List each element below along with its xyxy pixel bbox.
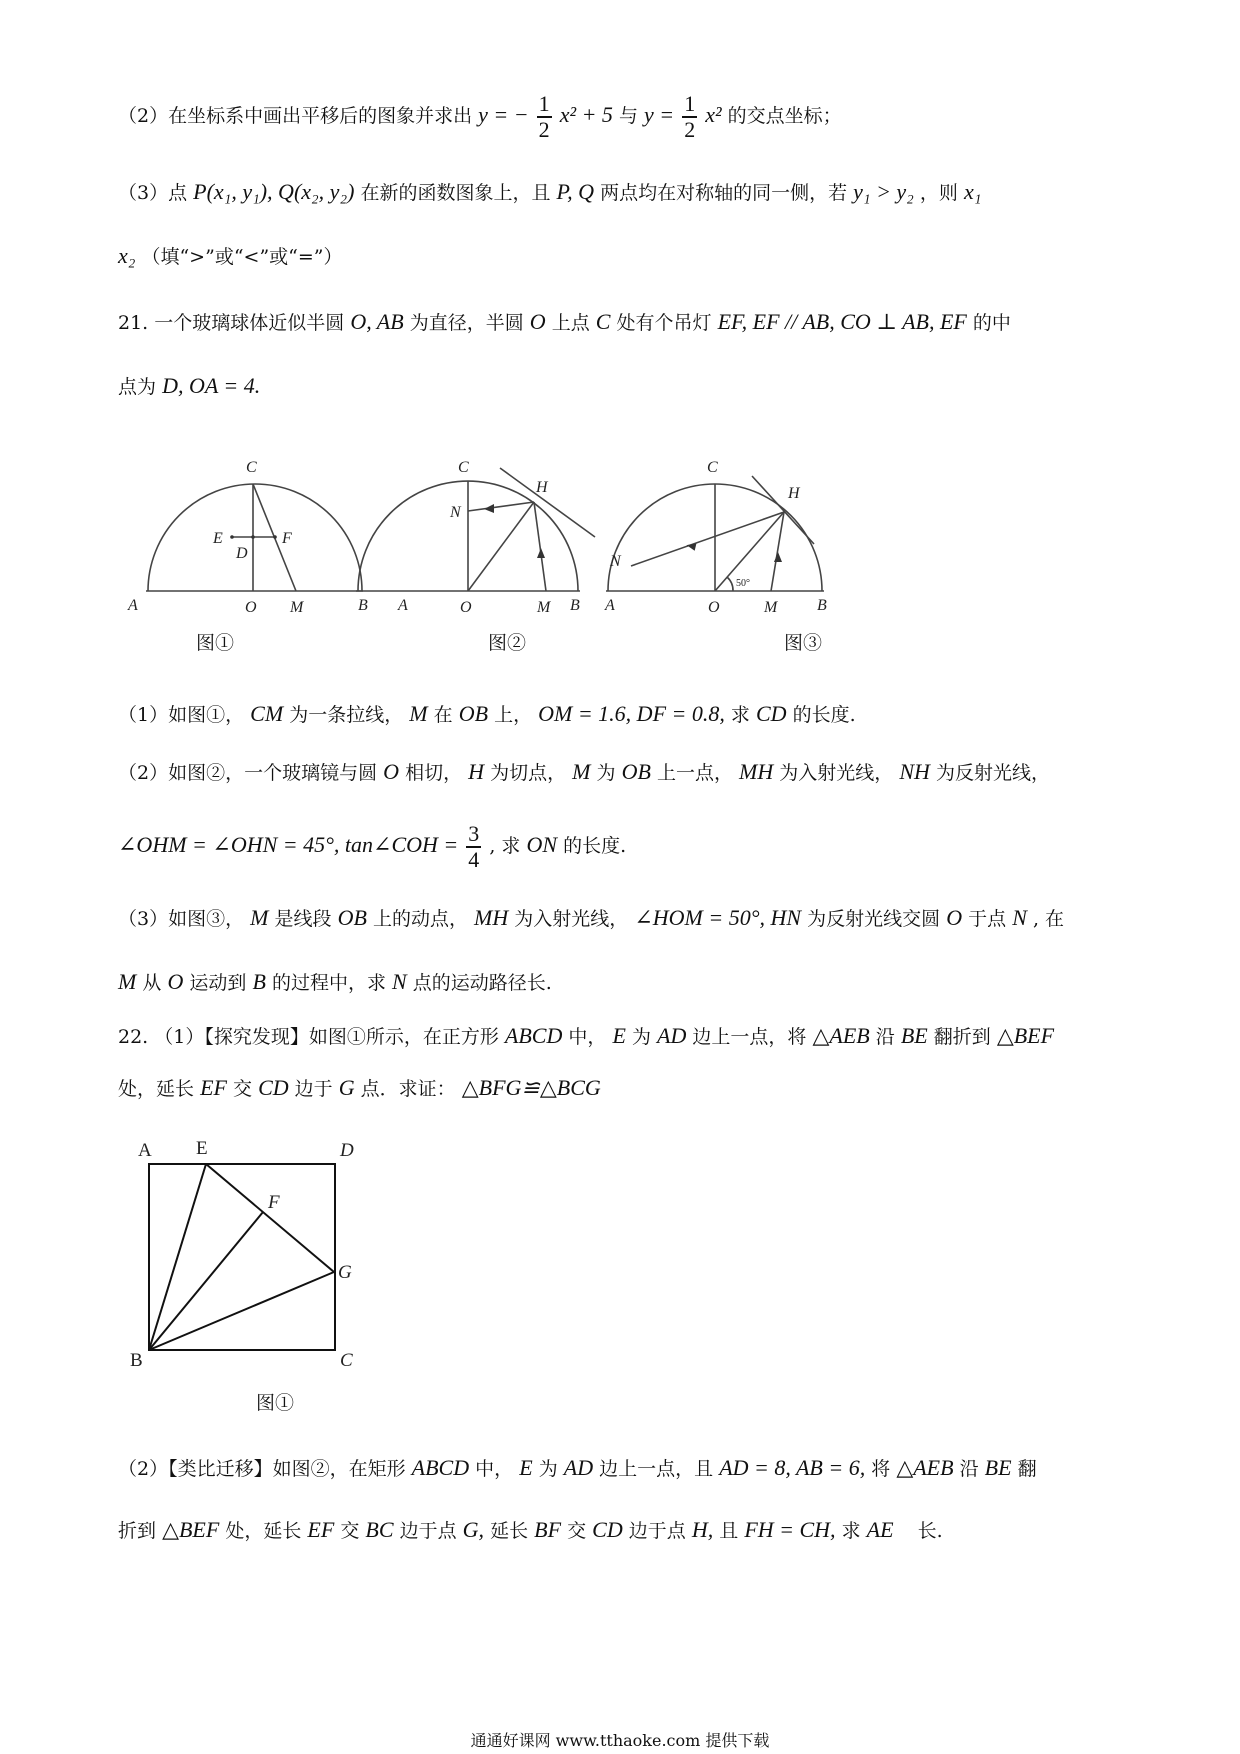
math: O, AB [350, 309, 404, 334]
fig2-label-h: H [536, 479, 548, 496]
segment-eg [206, 1164, 334, 1272]
q22-figure-square [120, 1130, 380, 1370]
fraction-1 [537, 92, 552, 142]
math: △BFG≌△BCG [461, 1075, 601, 1100]
math: CM [250, 701, 284, 726]
math: G, [462, 1517, 485, 1542]
fraction-2 [682, 92, 697, 142]
fig1-label-b: B [358, 597, 368, 614]
text: 21. 一个玻璃球体近似半圆 [118, 312, 345, 334]
fig3-caption: 图③ [784, 632, 823, 654]
fraction-denominator: 2 [684, 117, 696, 142]
math-x2: x₂ [118, 243, 136, 268]
q22-figure-caption: 图① [256, 1392, 295, 1414]
fig1-label-m: M [290, 599, 304, 616]
math: OB [621, 759, 651, 784]
q20-part2-suffix: 的交点坐标； [727, 105, 842, 127]
math: △AEB [812, 1023, 870, 1048]
math: BE [900, 1023, 928, 1048]
text: 沿 [959, 1458, 979, 1480]
text: 处有个吊灯 [616, 312, 712, 334]
text: 两点均在对称轴的同一侧，若 [600, 182, 848, 204]
label-g: G [338, 1262, 352, 1283]
text: 为直径，半圆 [409, 312, 524, 334]
fig1-point-d [251, 535, 255, 539]
text: 中， [475, 1458, 514, 1480]
text: , 在 [1032, 908, 1065, 930]
fig3-arrow-incident [774, 552, 782, 562]
math: OM = 1.6, DF = 0.8, [538, 701, 725, 726]
math: M [409, 701, 428, 726]
math: AD [563, 1455, 594, 1480]
text: 中， [568, 1026, 607, 1048]
text: 上， [494, 704, 533, 726]
math: MH [474, 905, 509, 930]
fig3-label-n: N [610, 553, 621, 570]
fraction-denominator: 2 [538, 117, 550, 142]
text: 翻 [1017, 1458, 1037, 1480]
fig3-label-b: B [817, 597, 827, 614]
text: 沿 [875, 1026, 895, 1048]
fraction-tan [466, 822, 481, 872]
q21-part3-line1 [118, 904, 1064, 931]
math-points: P(x₁, y₁), Q(x₂, y₂) [193, 179, 355, 204]
math: △AEB [896, 1455, 954, 1480]
math: H, [691, 1517, 714, 1542]
text: 翻折到 [933, 1026, 991, 1048]
text: 且 [719, 1520, 739, 1542]
fig1-label-o: O [245, 599, 257, 616]
text: （1）如图①， [118, 704, 245, 726]
math: EF [200, 1075, 227, 1100]
fig2-label-c: C [458, 459, 469, 476]
q21-part2-line1 [118, 758, 1050, 785]
text: （3）如图③， [118, 908, 245, 930]
joiner-text: 与 [618, 105, 638, 127]
math: C [595, 309, 611, 334]
fig3-tangent-mirror [752, 476, 814, 544]
q21-part2-line2 [118, 822, 626, 872]
fig2-label-b: B [570, 597, 580, 614]
math: B [252, 969, 266, 994]
q21-figures [100, 440, 980, 640]
fig3-label-h: H [788, 485, 800, 502]
text: 交 [567, 1520, 587, 1542]
text: 求 [841, 1520, 861, 1542]
fig1-point-e [230, 535, 234, 539]
text: 处，延长 [225, 1520, 302, 1542]
text: 上的动点， [372, 908, 468, 930]
fig3-label-c: C [707, 459, 718, 476]
fig1-label-f: F [282, 530, 292, 547]
text: 点．求证： [360, 1078, 456, 1100]
math: EF [307, 1517, 335, 1542]
text: 为反射光线， [935, 762, 1050, 784]
fig2-label-m: M [537, 599, 551, 616]
text: 于点 [968, 908, 1007, 930]
text: ，则 [919, 182, 958, 204]
math: AD = 8, AB = 6, [719, 1455, 866, 1480]
fig2-segment-oh [468, 502, 534, 591]
math: BF [534, 1517, 562, 1542]
text: 边于 [294, 1078, 333, 1100]
math: OB [458, 701, 489, 726]
page-footer: 通通好课网 www.tthaoke.com 提供下载 [470, 1731, 770, 1750]
q21-part3-line2 [118, 968, 552, 995]
math: O [529, 309, 546, 334]
text: （2）如图②，一个玻璃镜与圆 [118, 762, 378, 784]
equation-2-lhs: y = [644, 102, 675, 127]
text: 在新的函数图象上，且 [360, 182, 551, 204]
text: （2）【类比迁移】如图②，在矩形 [118, 1458, 406, 1480]
text: 在 [433, 704, 453, 726]
math: M [572, 759, 591, 784]
fig2-label-a: A [398, 597, 408, 614]
equation-2-rhs: x² [705, 102, 722, 127]
math: N [392, 969, 407, 994]
text: 为切点， [490, 762, 567, 784]
q22-part1-line2 [118, 1074, 601, 1101]
fraction-numerator: 1 [684, 91, 696, 116]
text: 为一条拉线， [289, 704, 404, 726]
math: FH = CH, [744, 1517, 836, 1542]
q21-part1 [118, 700, 856, 727]
math: G [338, 1075, 355, 1100]
text: 求 [730, 704, 750, 726]
label-d: D [340, 1140, 354, 1161]
math: ∠OHM = ∠OHN = 45°, tan∠COH = [118, 832, 459, 857]
math: E [519, 1455, 533, 1480]
q22-part2-line2 [118, 1516, 943, 1543]
text: 边上一点，将 [692, 1026, 807, 1048]
text: 为入射光线， [514, 908, 629, 930]
math-x1: x₁ [963, 179, 982, 204]
text: 点为 [118, 376, 157, 398]
fig3-arrow-reflected [687, 543, 698, 552]
fig1-label-a: A [128, 597, 138, 614]
math: H [468, 759, 485, 784]
text: 为反射光线交圆 [807, 908, 941, 930]
math: CD [755, 701, 787, 726]
q20-part2-text: （2）在坐标系中画出平移后的图象并求出 [118, 105, 473, 127]
fig3-angle-label: 50° [736, 578, 750, 589]
math: ∠HOM = 50°, HN [634, 905, 802, 930]
fig3-angle-arc [727, 577, 733, 591]
q20-part2 [118, 92, 842, 142]
text: 折到 [118, 1520, 157, 1542]
segment-bf [149, 1212, 263, 1350]
fig2-incident-ray [534, 502, 546, 591]
text: 点的运动路径长. [412, 972, 552, 994]
text: 是线段 [274, 908, 332, 930]
text: 为 [538, 1458, 558, 1480]
label-a: A [138, 1140, 152, 1161]
math: M [118, 969, 137, 994]
text: （3）点 [118, 182, 188, 204]
text: 边上一点，且 [599, 1458, 714, 1480]
q21-stem-line1 [118, 308, 1011, 335]
text: 从 [142, 972, 162, 994]
equation-1-rhs: x² + 5 [559, 102, 613, 127]
math: O [946, 905, 963, 930]
label-c: C [340, 1350, 353, 1370]
fraction-numerator: 1 [538, 91, 550, 116]
text: , 求 [489, 835, 521, 857]
math: ABCD [504, 1023, 563, 1048]
math: AD [657, 1023, 687, 1048]
fig3-label-a: A [605, 597, 615, 614]
text: 的长度. [792, 704, 856, 726]
math: MH [739, 759, 774, 784]
text: 22. （1）【探究发现】如图①所示，在正方形 [118, 1026, 499, 1048]
math: CD [258, 1075, 289, 1100]
math-pq: P, Q [556, 179, 595, 204]
fig1-point-f [273, 535, 277, 539]
q22-part1-line1 [118, 1022, 1054, 1049]
text: 交 [340, 1520, 360, 1542]
math: △BEF [162, 1517, 220, 1542]
segment-be [149, 1164, 206, 1350]
math: M [250, 905, 269, 930]
text: 为 [596, 762, 616, 784]
fig3-label-m: M [764, 599, 778, 616]
math: ON [526, 832, 558, 857]
text: 的中 [972, 312, 1011, 334]
equation-1-lhs: y = − [478, 102, 529, 127]
math: D, OA = 4. [162, 373, 261, 398]
text: 处，延长 [118, 1078, 195, 1100]
fig1-caption: 图① [196, 632, 235, 654]
label-f: F [268, 1192, 280, 1213]
fig3-label-o: O [708, 599, 720, 616]
math: O [383, 759, 400, 784]
math-condition: y₁ > y₂ [853, 179, 914, 204]
math: EF, EF // AB, CO ⊥ AB, EF [717, 309, 967, 334]
fill-instruction: （填“>”或“<”或“=”） [141, 246, 343, 268]
text: 将 [871, 1458, 891, 1480]
math: BE [984, 1455, 1012, 1480]
text: 运动到 [189, 972, 247, 994]
math: OB [337, 905, 367, 930]
text: 延长 [490, 1520, 529, 1542]
fig1-label-e: E [213, 530, 223, 547]
math: NH [899, 759, 930, 784]
label-e: E [196, 1138, 208, 1159]
q20-part3-line2 [118, 242, 343, 269]
text: 相切， [405, 762, 463, 784]
math: △BEF [996, 1023, 1055, 1048]
math: O [167, 969, 184, 994]
text: 的长度. [563, 835, 627, 857]
math: N [1012, 905, 1027, 930]
math: AE [866, 1517, 894, 1542]
text: 为入射光线， [779, 762, 894, 784]
q21-stem-line2 [118, 372, 260, 399]
fig2-label-o: O [460, 599, 472, 616]
text: 交 [233, 1078, 253, 1100]
text: 边于点 [399, 1520, 457, 1542]
q20-part3-line1 [118, 178, 981, 205]
fig2-caption: 图② [488, 632, 527, 654]
fig1-label-c: C [246, 459, 257, 476]
math: ABCD [411, 1455, 470, 1480]
text: 长. [917, 1520, 943, 1542]
text: 的过程中，求 [271, 972, 386, 994]
fraction-denominator: 4 [468, 847, 480, 872]
q22-part2-line1 [118, 1454, 1037, 1481]
math: CD [592, 1517, 623, 1542]
math: E [612, 1023, 626, 1048]
text: 边于点 [628, 1520, 686, 1542]
label-b: B [130, 1350, 143, 1370]
fig2-arrow-reflected [484, 504, 494, 513]
fig2-label-n: N [450, 504, 461, 521]
segment-bg [149, 1272, 334, 1350]
fig1-label-d: D [236, 545, 248, 562]
fig2-arrow-incident [537, 548, 545, 558]
fraction-numerator: 3 [468, 821, 480, 846]
text: 上点 [551, 312, 590, 334]
text: 上一点， [656, 762, 733, 784]
math: BC [365, 1517, 394, 1542]
text: 为 [631, 1026, 651, 1048]
fig2-reflected-ray [468, 502, 534, 511]
